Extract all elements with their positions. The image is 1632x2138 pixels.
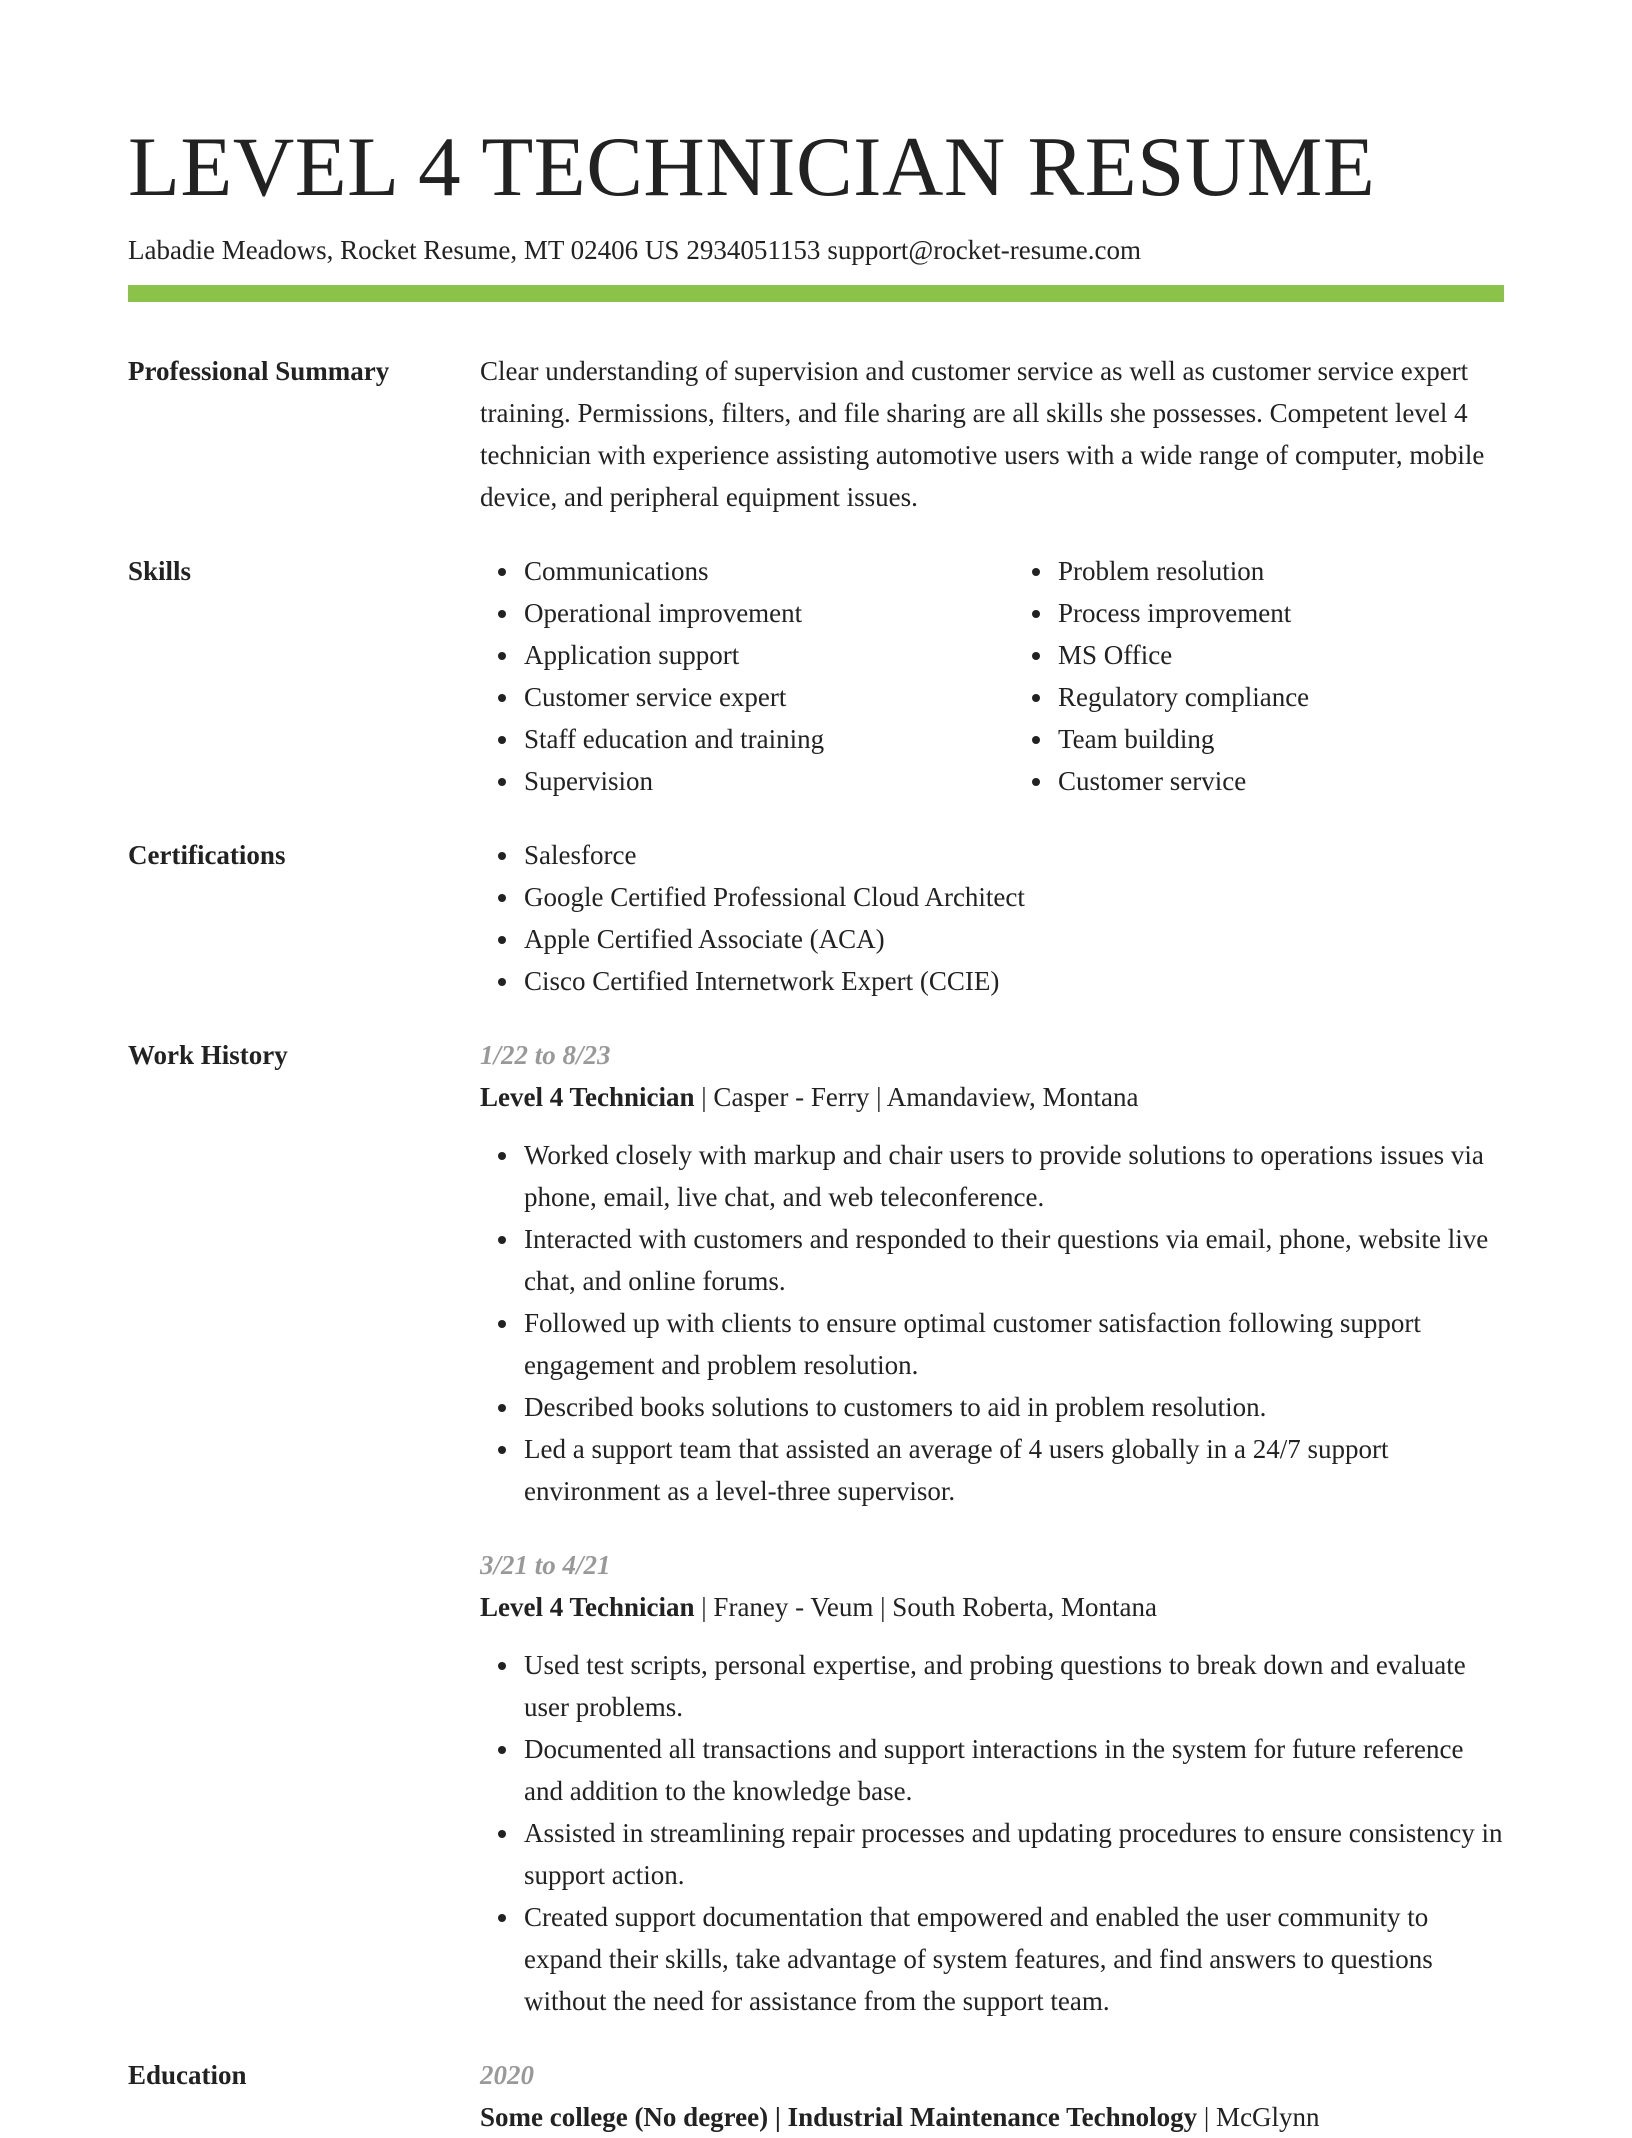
skills-body [480,550,1504,802]
skill-item: Problem resolution [1058,550,1504,592]
contact-email: support@rocket-resume.com [827,235,1141,265]
skill-item: Team building [1058,718,1504,760]
job-bullet: Described books solutions to customers to aid in problem resolution. [524,1386,1504,1428]
summary-body [480,350,1504,518]
skills-label: Skills [128,556,192,586]
job-bullet: Assisted in streamlining repair processes and updating procedures to ensure consistency in support action. [524,1812,1504,1896]
education-program: Industrial Maintenance Technology [787,2102,1198,2132]
job-details: | Casper - Ferry | Amandaview, Montana [694,1082,1139,1112]
certifications-list [480,834,1504,1002]
skills-list-left [480,550,970,802]
certification-item: Apple Certified Associate (ACA) [524,918,1504,960]
job-bullet: Interacted with customers and responded to their questions via email, phone, website live chat, and online forums. [524,1218,1504,1302]
job-bullet: Used test scripts, personal expertise, and probing questions to break down and evaluate user problems. [524,1644,1504,1728]
skill-item: Process improvement [1058,592,1504,634]
job-dates: 3/21 to 4/21 [480,1550,611,1580]
work-history-label: Work History [128,1040,288,1070]
education-body [480,2054,1504,2138]
job-bullet: Documented all transactions and support interactions in the system for future reference and addition to the knowledge base. [524,1728,1504,1812]
certifications-label: Certifications [128,840,286,870]
job-heading [480,1076,1504,1118]
skills-list-right [1014,550,1504,802]
certifications-body [480,834,1504,1002]
education-school: Some college (No degree) [480,2102,769,2132]
education-dates: 2020 [480,2060,534,2090]
summary-text: Clear understanding of supervision and customer service as well as customer service expert training. Permissions, filters, and file sharing are all skills she possesses. Competent level 4 technician with experience assisting automotive users with a wide range of computer, mobile device, and peripheral equipment issues. [480,356,1485,512]
contact-phone: 2934051153 [686,235,821,265]
job-heading [480,1586,1504,1628]
job-title: Level 4 Technician [480,1592,695,1622]
job-bullet: Led a support team that assisted an average of 4 users globally in a 24/7 support environment as a level-three supervisor. [524,1428,1504,1512]
job-bullets [480,1644,1504,2022]
summary-label: Professional Summary [128,356,390,386]
resume-title: LEVEL 4 TECHNICIAN RESUME [128,120,1376,214]
job-bullet: Created support documentation that empowered and enabled the user community to expand their skills, take advantage of system features, and find answers to questions without the need for assistance from the support team. [524,1896,1504,2022]
skill-item: Supervision [524,760,970,802]
work-history-body [480,1034,1504,2022]
education-heading: Some college (No degree) | Industrial Maintenance Technology | McGlynn [480,2102,1320,2132]
certification-item: Salesforce [524,834,1504,876]
education-location: | McGlynn [1197,2102,1320,2132]
job-entry [480,1034,1504,1512]
contact-address: Labadie Meadows, Rocket Resume, MT 02406 US [128,235,680,265]
job-bullet: Followed up with clients to ensure optimal customer satisfaction following support engagement and problem resolution. [524,1302,1504,1386]
job-details: | Franey - Veum | South Roberta, Montana [694,1592,1158,1622]
skill-item: Regulatory compliance [1058,676,1504,718]
job-bullet: Worked closely with markup and chair users to provide solutions to operations issues via phone, email, live chat, and web teleconference. [524,1134,1504,1218]
certification-item: Cisco Certified Internetwork Expert (CCIE) [524,960,1504,1002]
accent-divider [128,285,1504,302]
skill-item: MS Office [1058,634,1504,676]
skill-item: Communications [524,550,970,592]
skill-item: Staff education and training [524,718,970,760]
contact-line [128,232,1141,268]
job-entry [480,1544,1504,2022]
job-bullets [480,1134,1504,1512]
job-dates: 1/22 to 8/23 [480,1040,611,1070]
skill-item: Customer service [1058,760,1504,802]
skills-grid [480,550,1504,802]
certification-item: Google Certified Professional Cloud Architect [524,876,1504,918]
skill-item: Operational improvement [524,592,970,634]
skill-item: Customer service expert [524,676,970,718]
education-label: Education [128,2060,247,2090]
skill-item: Application support [524,634,970,676]
job-title: Level 4 Technician [480,1082,695,1112]
